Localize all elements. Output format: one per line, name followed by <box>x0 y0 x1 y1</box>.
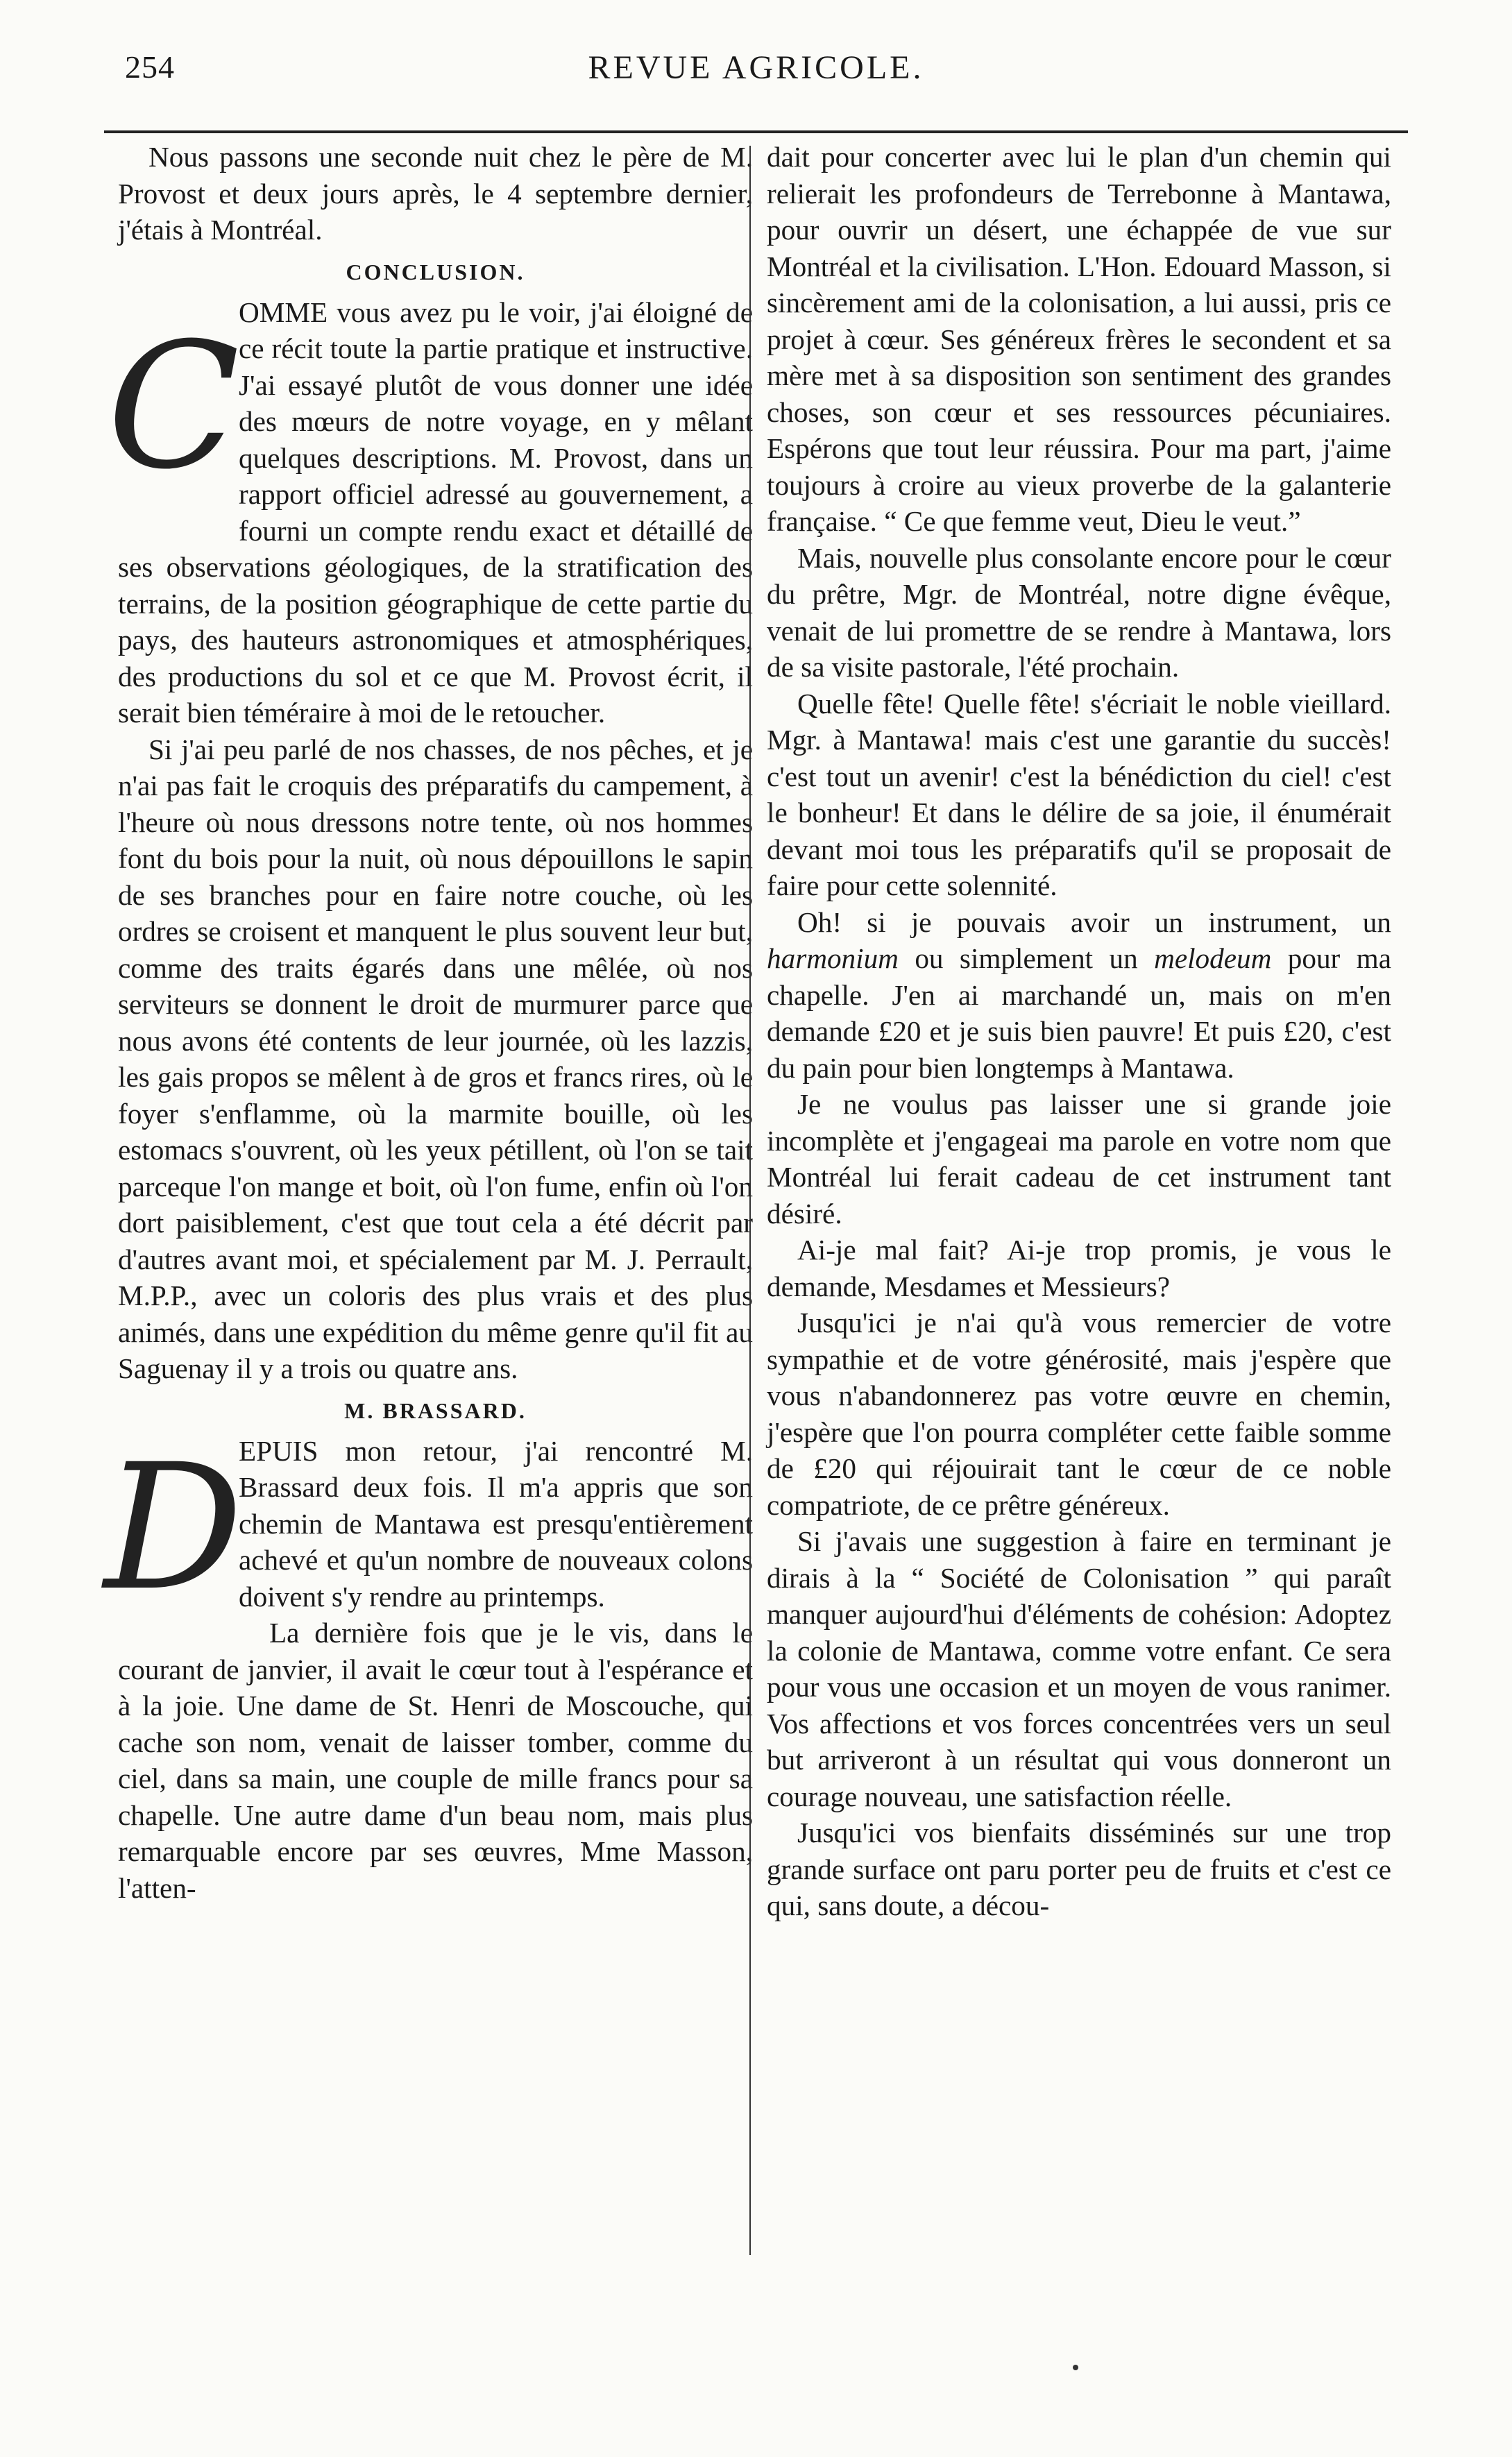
ornamental-dropcap <box>107 296 240 518</box>
right-column <box>767 139 1391 1924</box>
paragraph: EPUIS mon retour, j'ai rencontré M. Brassard deux fois. Il m'a appris que son chemin de Mantawa est presqu'entièrement achevé et qu'un nombre de nouveaux colons doivent s'y rendre au printemps. <box>239 1434 753 1613</box>
text-run: pour ma chapelle. J'en ai marchandé un, mais on m'en demande £20 et je suis bien pauvre! Et puis £20, c'est du pain pour bien longtemps à Mantawa. <box>767 942 1391 1084</box>
paragraph: Mais, nouvelle plus consolante encore pour le cœur du prêtre, Mgr. de Montréal, notre digne évêque, venait de lui promettre de se rendre à Mantawa, lors de sa visite pastorale, l'été prochain. <box>767 541 1391 683</box>
left-column <box>103 139 753 1906</box>
paragraph: OMME vous avez pu le voir, j'ai éloigné de ce récit toute la partie pratique et instructive. J'ai essayé plutôt de vous donner une idée des mœurs de notre voyage, en y mêlant quelques descriptions. M. Provost, dans un rapport officiel adressé au gouvernement, a fourni un compte rendu exact et détaillé de ses observations géologiques, de la stratification des terrains, de la position géographique de cette partie du pays, des hauteurs astronomiques et atmosphériques, des productions du sol et ce que M. Provost écrit, il serait bien téméraire à moi de le retoucher. <box>118 296 753 729</box>
paragraph: Ai-je mal fait? Ai-je trop promis, je vous le demande, Mesdames et Messieurs? <box>767 1234 1391 1302</box>
paragraph: Jusqu'ici je n'ai qu'à vous remercier de votre sympathie et de votre générosité, mais j'espère que vous n'abandonnerez pas votre œuvre en chemin, j'espère que l'on pourra compléter cette faible somme de £20 qui réjouirait tant le cœur de ce noble compatriote, de ce prêtre généreux. <box>767 1307 1391 1521</box>
page-header <box>104 49 1408 97</box>
paragraph: Si j'ai peu parlé de nos chasses, de nos pêches, et je n'ai pas fait le croquis des préparatifs du campement, à l'heure où nous dressons notre tente, où nos hommes font du bois pour la nuit, où nous dépouillons le sapin de ses branches pour en faire notre couche, où les ordres se croisent et manquent le plus souvent leur but, comme des traits égarés dans une mêlée, où nos serviteurs se donnent le droit de murmurer parce que nous avons été contents de leur journée, où les lazzis, les gais propos se mêlent à de gros et francs rires, où le foyer s'enflamme, où la marmite bouille, où les estomacs s'ouvrent, où les yeux pétillent, où l'on se tait parceque l'on mange et boit, où l'on fume, enfin où l'on dort paisiblement, c'est que tout cela a été décrit par d'autres avant moi, et spécialement par M. J. Perrault, M.P.P., avec un coloris des plus vrais et des plus animés, dans une expédition du même genre qu'il fit au Saguenay il y a trois ou quatre ans. <box>118 733 753 1384</box>
paragraph: Jusqu'ici vos bienfaits disséminés sur une trop grande surface ont paru porter peu de fruits et c'est ce qui, sans doute, a décou- <box>767 1817 1391 1921</box>
text-run: ou simplement un <box>898 942 1155 974</box>
paragraph: Si j'avais une suggestion à faire en terminant je dirais à la “ Société de Colonisation ” qui paraît manquer aujourd'hui d'éléments de cohésion: Adoptez la colonie de Mantawa, comme votre enfant. Ce sera pour vous une occasion et un moyen de vous ranimer. Vos affections et vos forces concentrées vers un seul but arriveront à un résultat qui vous donneront un courage nouveau, une satisfaction réelle. <box>767 1525 1391 1812</box>
dropcap-letter: C <box>107 305 240 507</box>
ornamental-dropcap <box>103 1426 244 1629</box>
column-divider <box>749 146 751 2255</box>
paragraph: dait pour concerter avec lui le plan d'un chemin qui relierait les profondeurs de Terrebonne à Mantawa, pour ouvrir un désert, une échappée de vue sur Montréal et la civilisation. L'Hon. Edouard Masson, si sincèrement ami de la colonisation, a lui aussi, pris ce projet à cœur. Ses généreux frères le secondent et sa mère met à sa disposition son sentiment des grandes choses, son cœur et ses ressources pécuniaires. Espérons que tout leur réussira. Pour ma part, j'aime toujours à croire au vieux proverbe de la galanterie française. “ Ce que femme veut, Dieu le veut.” <box>767 141 1391 537</box>
section-heading-brassard: M. BRASSARD. <box>344 1397 527 1423</box>
print-mark <box>1073 2365 1078 2370</box>
section-conclusion <box>107 294 753 731</box>
header-rule <box>104 130 1408 133</box>
paragraph: Je ne voulus pas laisser une si grande joie incomplète et j'engageai ma parole en votre nom que Montréal lui ferait cadeau de cet instrument tant désiré. <box>767 1088 1391 1230</box>
italic-text: harmonium <box>767 942 899 974</box>
section-heading-conclusion: CONCLUSION. <box>346 259 525 284</box>
page-number: 254 <box>125 49 175 85</box>
section-brassard <box>103 1426 753 1629</box>
running-title: REVUE AGRICOLE. <box>588 49 924 86</box>
dropcap-letter: D <box>103 1426 244 1629</box>
italic-text: melodeum <box>1154 942 1272 974</box>
text-run: Oh! si je pouvais avoir un instrument, un <box>797 906 1391 938</box>
paragraph: La dernière fois que je le vis, dans le courant de janvier, il avait le cœur tout à l'espérance et à la joie. Une dame de St. Henri de Moscouche, qui cache son nom, venait de laisser tomber, comme du ciel, dans sa main, une couple de mille francs pour sa chapelle. Une autre dame d'un beau nom, mais plus remarquable encore par ses œuvres, Mme Masson, l'atten- <box>118 1617 753 1904</box>
paragraph <box>767 904 1391 1087</box>
paragraph: Nous passons une seconde nuit chez le père de M. Provost et deux jours après, le 4 septembre dernier, j'étais à Montréal. <box>118 141 753 246</box>
paragraph: Quelle fête! Quelle fête! s'écriait le noble vieillard. Mgr. à Mantawa! mais c'est une garantie du succès! c'est tout un avenir! c'est la bénédiction du ciel! c'est le bonheur! Et dans le délire de sa joie, il énumérait devant moi tous les préparatifs qu'il se proposait de faire pour cette solennité. <box>767 687 1391 901</box>
